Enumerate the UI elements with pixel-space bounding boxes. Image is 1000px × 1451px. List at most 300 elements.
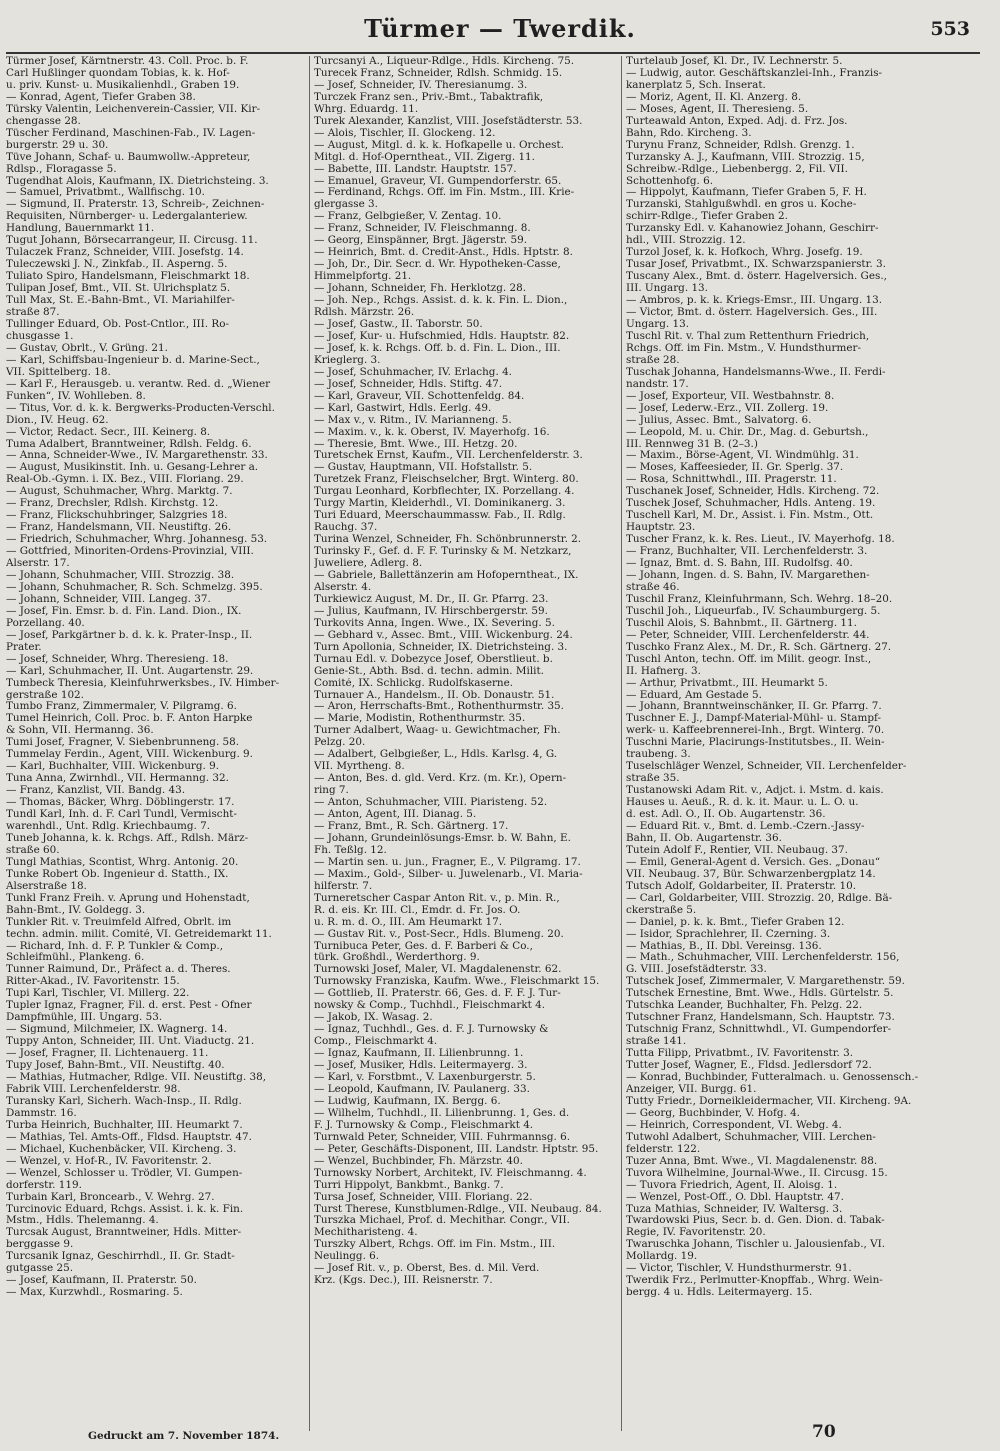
directory-line: Carl Hußlinger quondam Tobias, k. k. Hof- (6, 67, 230, 79)
directory-line: Turbain Karl, Broncearb., V. Wehrg. 27. (6, 1191, 215, 1203)
directory-line: Pelzg. 20. (314, 737, 366, 749)
directory-line: — Victor, Tischler, V. Hundsthurmerstr. 91. (626, 1263, 852, 1275)
directory-line: Tutschek Ernestine, Bmt. Wwe., Hdls. Gürtelstr. 5. (626, 988, 894, 1000)
directory-line: — Franz, Kanzlist, VII. Bandg. 43. (6, 785, 185, 797)
directory-line: — Leopold, M. u. Chir. Dr., Mag. d. Geburtsh., (626, 426, 869, 438)
directory-line: — Josef, Lederw.-Erz., VII. Zollerg. 19. (626, 402, 829, 414)
directory-line: — Josef, Kaufmann, II. Praterstr. 50. (6, 1275, 197, 1287)
directory-line: Turszky Albert, Rchgs. Off. im Fin. Mstm., III. (314, 1239, 556, 1251)
directory-line: — Anton, Bes. d. gld. Verd. Krz. (m. Kr.), Opern- (314, 773, 567, 785)
directory-line: Krieglerg. 3. (314, 354, 381, 366)
directory-line: R. d. eis. Kr. III. Cl., Emdr. d. Fr. Jos. O. (314, 904, 521, 916)
directory-line: — Math., Schuhmacher, VIII. Lerchenfelderstr. 156, (626, 952, 900, 964)
directory-line: Prater. (6, 641, 42, 653)
directory-line: Tulipan Josef, Bmt., VII. St. Ulrichsplatz 5. (6, 283, 231, 295)
directory-line: Turzansky A. J., Kaufmann, VIII. Strozzig. 15, (626, 151, 865, 163)
directory-line: Tutty Friedr., Dorneikleidermacher, VII. Kircheng. 9A. (626, 1095, 912, 1107)
directory-line: Turnau Edl. v. Dobezyce Josef, Oberstlieut. b. (314, 653, 553, 665)
directory-line: Turgau Leonhard, Korbflechter, IX. Porzellang. 4. (314, 486, 575, 498)
directory-line: — Gustav Rit. v., Post-Secr., Hdls. Blumeng. 20. (314, 928, 564, 940)
directory-line: chusgasse 1. (6, 330, 74, 342)
directory-line: Tumi Josef, Fragner, V. Siebenbrunneng. 58. (6, 737, 240, 749)
directory-line: Tuzer Anna, Bmt. Wwe., VI. Magdalenenstr. 88. (626, 1155, 878, 1167)
directory-line: bergg. 4 u. Hdls. Leitermayerg. 15. (626, 1287, 813, 1299)
directory-line: Genie-St., Abth. Bsd. d. techn. admin. Milit. (314, 665, 544, 677)
directory-line: Tutein Adolf F., Rentier, VII. Neubaug. 37. (626, 844, 848, 856)
print-date-footer: Gedruckt am 7. November 1874. (88, 1430, 280, 1442)
directory-line: Requisiten, Nürnberger- u. Ledergalanteriew. (6, 211, 248, 223)
directory-line: — Gottlieb, II. Praterstr. 66, Ges. d. F. F. J. Tur- (314, 988, 561, 1000)
directory-line: — Moses, Agent, II. Theresieng. 5. (626, 103, 809, 115)
directory-line: — Josef Rit. v., p. Oberst, Bes. d. Mil. Verd. (314, 1263, 540, 1275)
directory-line: Comité, IX. Schlickg. Rudolfskaserne. (314, 677, 514, 689)
directory-line: — Franz, Buchhalter, VII. Lerchenfelderstr. 3. (626, 546, 868, 558)
directory-line: — Josef, Gastw., II. Taborstr. 50. (314, 318, 483, 330)
directory-line: — Wilhelm, Tuchhdl., II. Lilienbrunng. 1, Ges. d. (314, 1107, 570, 1119)
directory-line: — Mathias, B., II. Dbl. Vereinsg. 136. (626, 940, 822, 952)
directory-line: Türmer Josef, Kärntnerstr. 43. Coll. Proc. b. F. (6, 56, 249, 67)
directory-line: — Richard, Inh. d. F. P. Tunkler & Comp., (6, 940, 224, 952)
directory-line: u. R. m. d. O., III. Am Heumarkt 17. (314, 916, 503, 928)
directory-line: Tüve Johann, Schaf- u. Baumwollw.-Appreteur, (6, 151, 251, 163)
directory-line: Bahn, Rdo. Kircheng. 3. (626, 127, 752, 139)
directory-line: — Johann, Schuhmacher, R. Sch. Schmelzg. 395. (6, 581, 263, 593)
directory-line: — Franz, Flickschuhbringer, Salzgries 18. (6, 510, 228, 522)
directory-line: Tuschek Josef, Schuhmacher, Hdls. Anteng. 19. (626, 498, 876, 510)
directory-line: Turcsanyi A., Liqueur-Rdlge., Hdls. Kircheng. 75. (314, 56, 575, 67)
directory-line: Fabrik VIII. Lerchenfelderstr. 98. (6, 1083, 181, 1095)
directory-line: Schleifmühl., Plankeng. 6. (6, 952, 145, 964)
directory-line: — Julius, Assec. Bmt., Salvatorg. 6. (626, 414, 812, 426)
directory-line: — Moses, Kaffeesieder, II. Gr. Sperlg. 37. (626, 462, 844, 474)
column-divider (621, 56, 622, 1431)
directory-line: Tutschka Leander, Buchhalter, Fh. Pelzg. 22. (626, 1000, 863, 1012)
directory-line: — Ignaz, Bmt. d. S. Bahn, III. Rudolfsg. 40. (626, 558, 853, 570)
directory-line: G. VIII. Josefstädterstr. 33. (626, 964, 767, 976)
directory-line: — Hippolyt, Kaufmann, Tiefer Graben 5, F. H. (626, 187, 867, 199)
directory-line: Tumel Heinrich, Coll. Proc. b. F. Anton Harpke (6, 713, 253, 725)
directory-line: — Johann, Schneider, VIII. Langeg. 37. (6, 593, 211, 605)
directory-line: — Josef, Kur- u. Hufschmied, Hdls. Hauptstr. 82. (314, 330, 570, 342)
directory-line: kanerplatz 5, Sch. Inserat. (626, 79, 766, 91)
directory-line: — August, Schuhmacher, Whrg. Marktg. 7. (6, 486, 233, 498)
directory-line: — Emanuel, Graveur, VI. Gumpendorferstr. 65. (314, 175, 562, 187)
directory-line: Bahn, II. Ob. Augartenstr. 36. (626, 832, 782, 844)
directory-line: straße 141. (626, 1036, 687, 1048)
directory-line: — Johann, Branntweinschänker, II. Gr. Pfarrg. 7. (626, 701, 882, 713)
directory-line: — Joh. Nep., Rchgs. Assist. d. k. k. Fin. L. Dion., (314, 295, 568, 307)
directory-line: Tulaczek Franz, Schneider, VIII. Josefstg. 14. (6, 247, 244, 259)
directory-line: Turkovits Anna, Ingen. Wwe., IX. Severing. 5. (314, 617, 555, 629)
directory-line: Whrg. Eduardg. 11. (314, 103, 419, 115)
directory-line: Turnwald Peter, Schneider, VIII. Fuhrmannsg. 6. (314, 1131, 571, 1143)
directory-line: Rchgs. Off. im Fin. Mstm., V. Hundsthurmer- (626, 342, 862, 354)
directory-line: — Josef, Musiker, Hdls. Leitermayerg. 3. (314, 1060, 528, 1072)
directory-line: Tutschnig Franz, Schnittwhdl., VI. Gumpendorfer- (626, 1024, 892, 1036)
signature-number: 70 (812, 1422, 836, 1442)
directory-line: Twerdik Frz., Perlmutter-Knopffab., Whrg. Wein- (626, 1275, 883, 1287)
directory-line: — Gabriele, Ballettänzerin am Hofoperntheat., IX. (314, 569, 579, 581)
directory-line: — Franz, Drechsler, Rdlsh. Kirchstg. 12. (6, 498, 219, 510)
directory-line: Fh. Teßlg. 12. (314, 844, 387, 856)
directory-line: Tuselschläger Wenzel, Schneider, VII. Lerchenfelder- (626, 761, 907, 773)
directory-line: Turczek Franz sen., Priv.-Bmt., Tabaktrafik, (314, 91, 544, 103)
directory-line: Turetschek Ernst, Kaufm., VII. Lerchenfelderstr. 3. (314, 450, 583, 462)
directory-line: traubeng. 3. (626, 749, 691, 761)
directory-line: Turi Eduard, Meerschaummassw. Fab., II. Rdlg. (314, 510, 566, 522)
directory-line: Tutsch Adolf, Goldarbeiter, II. Praterstr. 10. (626, 880, 857, 892)
directory-line: gutgasse 25. (6, 1263, 74, 1275)
directory-line: Dammstr. 16. (6, 1107, 77, 1119)
directory-line: — Sigmund, II. Praterstr. 13, Schreib-, Zeichnen- (6, 199, 265, 211)
directory-line: — Tuvora Friedrich, Agent, II. Aloisg. 1. (626, 1179, 838, 1191)
directory-line: Tutschner Franz, Handelsmann, Sch. Hauptstr. 73. (626, 1012, 895, 1024)
column-3 (626, 56, 956, 1436)
directory-line: Tullinger Eduard, Ob. Post-Cntlor., III. Ro- (6, 318, 229, 330)
directory-line: — Karl, Gastwirt, Hdls. Eerlg. 49. (314, 402, 492, 414)
directory-line: — Thomas, Bäcker, Whrg. Döblingerstr. 17. (6, 797, 235, 809)
directory-line: — Samuel, Privatbmt., Wallfischg. 10. (6, 187, 205, 199)
directory-line: Tuschko Franz Alex., M. Dr., R. Sch. Gärtnerg. 27. (626, 641, 892, 653)
directory-line: Comp., Fleischmarkt 4. (314, 1036, 438, 1048)
directory-line: — Wenzel, Post-Off., O. Dbl. Hauptstr. 47. (626, 1191, 844, 1203)
directory-line: — Daniel, p. k. k. Bmt., Tiefer Graben 12. (626, 916, 845, 928)
directory-line: Turner Adalbert, Waag- u. Gewichtmacher, Fh. (314, 725, 561, 737)
directory-line: — Eduard, Am Gestade 5. (626, 689, 762, 701)
directory-line: Tumbeck Theresia, Kleinfuhrwerksbes., IV. Himber- (6, 677, 280, 689)
directory-line: Regie, IV. Favoritenstr. 20. (626, 1227, 766, 1239)
directory-line: — Heinrich, Bmt. d. Credit-Anst., Hdls. Hptstr. 8. (314, 247, 573, 259)
directory-line: — Georg, Buchbinder, V. Hofg. 4. (626, 1107, 800, 1119)
directory-line: — Victor, Bmt. d. österr. Hagelversich. Ges., III. (626, 307, 878, 319)
directory-line: ckerstraße 5. (626, 904, 697, 916)
directory-line: — Josef, Parkgärtner b. d. k. k. Prater-Insp., II. (6, 629, 253, 641)
directory-line: straße 87. (6, 307, 60, 319)
directory-line: schirr-Rdlge., Tiefer Graben 2. (626, 211, 788, 223)
directory-line: Twardowski Pius, Secr. b. d. Gen. Dion. d. Tabak- (626, 1215, 885, 1227)
directory-line: burgerstr. 29 u. 30. (6, 139, 109, 151)
directory-line: — Karl, Buchhalter, VIII. Wickenburg. 9. (6, 761, 220, 773)
directory-line: — Friedrich, Schuhmacher, Whrg. Johannesg. 53. (6, 534, 268, 546)
directory-line: Himmelpfortg. 21. (314, 271, 412, 283)
directory-line: Alserstraße 18. (6, 880, 87, 892)
directory-line: Tupi Karl, Tischler, VI. Millerg. 22. (6, 988, 190, 1000)
directory-line: — Anton, Agent, III. Dianag. 5. (314, 809, 477, 821)
directory-line: nandstr. 17. (626, 378, 689, 390)
directory-line: — Mathias, Hutmacher, Rdlge. VII. Neustiftg. 38, (6, 1072, 267, 1084)
directory-line: — Josef, Schneider, Whrg. Theresieng. 18. (6, 653, 229, 665)
page-number: 553 (930, 18, 970, 40)
directory-line: — Arthur, Privatbmt., III. Heumarkt 5. (626, 677, 828, 689)
directory-line: VII. Neubaug. 37, Bür. Schwarzenbergplatz 14. (626, 868, 876, 880)
directory-line: Porzellang. 40. (6, 617, 85, 629)
directory-line: d. est. Adl. O., II. Ob. Augartenstr. 36. (626, 809, 826, 821)
directory-line: — Gebhard v., Assec. Bmt., VIII. Wickenburg. 24. (314, 629, 573, 641)
directory-line: Handlung, Bauernmarkt 11. (6, 223, 155, 235)
directory-line: Tundl Karl, Inh. d. F. Carl Tundl, Vermischt- (6, 809, 237, 821)
directory-line: Tutter Josef, Wagner, E., Fldsd. Jedlersdorf 72. (626, 1060, 872, 1072)
directory-line: werk- u. Kaffeebrennerei-Inh., Brgt. Winterg. 70. (626, 725, 885, 737)
directory-line: — Wenzel, Schlosser u. Trödler, VI. Gumpen- (6, 1167, 243, 1179)
directory-line: — Isidor, Sprachlehrer, II. Czerning. 3. (626, 928, 831, 940)
directory-line: — Alois, Tischler, II. Glockeng. 12. (314, 127, 496, 139)
directory-line: warenhdl., Unt. Rdlg. Kriechbaumg. 7. (6, 821, 211, 832)
directory-line: — Martin sen. u. jun., Fragner, E., V. Pilgramg. 17. (314, 856, 581, 868)
directory-line: Turzol Josef, k. k. Hofkoch, Whrg. Josefg. 19. (626, 247, 863, 259)
directory-line: Turn Apollonia, Schneider, IX. Dietrichsteing. 3. (314, 641, 568, 653)
directory-line: Tuza Mathias, Schneider, IV. Waltersg. 3. (626, 1203, 843, 1215)
directory-line: Rauchg. 37. (314, 522, 378, 534)
directory-line: Tuschil Franz, Kleinfuhrmann, Sch. Wehrg. 18–20. (626, 593, 893, 605)
directory-line: — Marie, Modistin, Rothenthurmstr. 35. (314, 713, 526, 725)
directory-line: — Titus, Vor. d. k. k. Bergwerks-Producten-Verschl. (6, 402, 275, 414)
directory-line: — Franz, Gelbgießer, V. Zentag. 10. (314, 211, 502, 223)
directory-line: — Gustav, Obrlt., V. Grüng. 21. (6, 342, 168, 354)
directory-line: Neulingg. 6. (314, 1251, 380, 1263)
directory-line: — Johann, Ingen. d. S. Bahn, IV. Margarethen- (626, 569, 870, 581)
directory-line: Tustanowski Adam Rit. v., Adjct. i. Mstm. d. kais. (626, 785, 884, 797)
directory-line: Schottenhofg. 6. (626, 175, 714, 187)
directory-line: — Johann, Schneider, Fh. Herklotzg. 28. (314, 283, 527, 295)
directory-line: Turteawald Anton, Exped. Adj. d. Frz. Jos. (626, 115, 848, 127)
directory-line: Turnowsky Franziska, Kaufm. Wwe., Fleischmarkt 15. (314, 976, 600, 988)
directory-line: — Johann, Grundeinlösungs-Emsr. b. W. Bahn, E. (314, 832, 571, 844)
directory-line: — Georg, Einspänner, Brgt. Jägerstr. 59. (314, 235, 527, 247)
directory-line: dorferstr. 119. (6, 1179, 82, 1191)
directory-line: Turnauer A., Handelsm., II. Ob. Donaustr. 51. (314, 689, 555, 701)
directory-line: Juweliere, Adlerg. 8. (314, 558, 423, 570)
directory-line: Dion., IV. Heug. 62. (6, 414, 109, 426)
directory-line: Tutwohl Adalbert, Schuhmacher, VIII. Lerchen- (626, 1131, 876, 1143)
directory-line: Mstm., Hdls. Thelemanng. 4. (6, 1215, 159, 1227)
directory-line: — Rosa, Schnittwhdl., III. Pragerstr. 11. (626, 474, 837, 486)
directory-line: Turnibuca Peter, Ges. d. F. Barberi & Co., (314, 940, 533, 952)
directory-line: Tuschak Johanna, Handelsmanns-Wwe., II. Ferdi- (626, 366, 886, 378)
directory-line: glergasse 3. (314, 199, 378, 211)
directory-line: Tuschl Rit. v. Thal zum Rettenthurn Friedrich, (626, 330, 870, 342)
directory-line: Mollardg. 19. (626, 1251, 698, 1263)
directory-line: Turinsky F., Gef. d. F. F. Turinsky & M. Netzkarz, (314, 546, 572, 558)
directory-line: Tuscher Franz, k. k. Res. Lieut., IV. Mayerhofg. 18. (626, 534, 895, 546)
directory-line: Tuschl Anton, techn. Off. im Milit. geogr. Inst., (626, 653, 872, 665)
directory-line: Dampfmühle, III. Ungarg. 53. (6, 1012, 163, 1024)
directory-line: — Karl, Graveur, VII. Schottenfeldg. 84. (314, 390, 525, 402)
directory-line: u. priv. Kunst- u. Musikalienhdl., Graben 19. (6, 79, 240, 91)
directory-line: Tupy Josef, Bahn-Bmt., VII. Neustiftg. 40. (6, 1060, 225, 1072)
directory-line: — Josef, Schneider, Hdls. Stiftg. 47. (314, 378, 503, 390)
directory-line: — Sigmund, Milchmeier, IX. Wagnerg. 14. (6, 1024, 228, 1036)
directory-line: — Michael, Kuchenbäcker, VII. Kircheng. 3. (6, 1143, 237, 1155)
directory-line: Mechitharisteng. 4. (314, 1227, 418, 1239)
directory-line: — Wenzel, Buchbinder, Fh. Märzstr. 40. (314, 1155, 523, 1167)
directory-line: Tuschner E. J., Dampf-Material-Mühl- u. Stampf- (626, 713, 881, 725)
directory-line: — Joh, Dr., Dir. Secr. d. Wr. Hypotheken-Casse, (314, 259, 561, 271)
directory-line: Tugut Johann, Börsecarrangeur, II. Circusg. 11. (6, 235, 258, 247)
directory-line: Mitgl. d. Hof-Operntheat., VII. Zigerg. 11. (314, 151, 535, 163)
directory-line: Türsky Valentin, Leichenverein-Cassier, VII. Kir- (6, 103, 261, 115)
directory-line: Turansky Karl, Sicherh. Wach-Insp., II. Rdlg. (6, 1095, 242, 1107)
directory-line: — Karl, v. Forstbmt., V. Laxenburgerstr. 5. (314, 1072, 536, 1084)
directory-line: techn. admin. milit. Comité, VI. Getreidemarkt 11. (6, 928, 272, 940)
directory-line: Tutta Filipp, Privatbmt., IV. Favoritenstr. 3. (626, 1048, 854, 1060)
directory-line: — Franz, Handelsmann, VII. Neustiftg. 26. (6, 522, 232, 534)
directory-line: — Maxim., Börse-Agent, VI. Windmühlg. 31. (626, 450, 859, 462)
directory-line: — Eduard Rit. v., Bmt. d. Lemb.-Czern.-Jassy- (626, 821, 865, 832)
directory-line: Tusar Josef, Privatbmt., IX. Schwarzspanierstr. 3. (626, 259, 886, 271)
directory-line: — Mathias, Tel. Amts-Off., Fldsd. Hauptstr. 47. (6, 1131, 252, 1143)
directory-line: Tunkl Franz Freih. v. Aprung und Hohenstadt, (6, 892, 250, 904)
directory-line: — Josef, Fragner, II. Lichtenauerg. 11. (6, 1048, 209, 1060)
directory-line: — Josef, Fin. Emsr. b. d. Fin. Land. Dion., IX. (6, 605, 242, 617)
directory-line: — Gustav, Hauptmann, VII. Hofstallstr. 5. (314, 462, 533, 474)
directory-line: Rdlsh. Märzstr. 26. (314, 307, 415, 319)
directory-line: Turek Alexander, Kanzlist, VIII. Josefstädterstr. 53. (314, 115, 583, 127)
directory-line: & Sohn, VII. Hermanng. 36. (6, 725, 154, 737)
directory-line: straße 46. (626, 581, 680, 593)
directory-line: hdl., VIII. Strozzig. 12. (626, 235, 746, 247)
directory-line: türk. Großhdl., Werderthorg. 9. (314, 952, 480, 964)
directory-line: berggasse 9. (6, 1239, 74, 1251)
directory-line: — Babette, III. Landstr. Hauptstr. 157. (314, 163, 517, 175)
directory-line: gerstraße 102. (6, 689, 84, 701)
directory-line: Rdlsp., Floragasse 5. (6, 163, 117, 175)
directory-line: Tuna Anna, Zwirnhdl., VII. Hermanng. 32. (6, 773, 229, 785)
directory-line: Turri Hippolyt, Bankbmt., Bankg. 7. (314, 1179, 504, 1191)
directory-line: nowsky & Comp., Tuchhdl., Fleischmarkt 4. (314, 1000, 546, 1012)
directory-line: Turcinovic Eduard, Rchgs. Assist. i. k. k. Fin. (6, 1203, 244, 1215)
directory-line: — Victor, Redact. Secr., III. Keinerg. 8. (6, 426, 211, 438)
directory-line: — Jakob, IX. Wasag. 2. (314, 1012, 433, 1024)
directory-line: — Theresie, Bmt. Wwe., III. Hetzg. 20. (314, 438, 518, 450)
directory-line: Tuneb Johanna, k. k. Rchgs. Aff., Rdlsh. März- (6, 832, 249, 844)
directory-line: Ritter-Akad., IV. Favoritenstr. 15. (6, 976, 180, 988)
directory-line: — Peter, Geschäfts-Disponent, III. Landstr. Hptstr. 95. (314, 1143, 599, 1155)
directory-line: — Julius, Kaufmann, IV. Hirschbergerstr. 59. (314, 605, 548, 617)
directory-line: Tuscany Alex., Bmt. d. österr. Hagelversich. Ges., (626, 271, 887, 283)
directory-line: Turnowsky Norbert, Architekt, IV. Fleischmanng. 4. (314, 1167, 587, 1179)
directory-line: Krz. (Kgs. Dec.), III. Reisnerstr. 7. (314, 1275, 493, 1287)
directory-line: felderstr. 122. (626, 1143, 701, 1155)
directory-line: Tull Max, St. E.-Bahn-Bmt., VI. Mariahilfer- (6, 295, 235, 307)
directory-line: Tuschil Alois, S. Bahnbmt., II. Gärtnerg. 11. (626, 617, 857, 629)
directory-line: — Josef, k. k. Rchgs. Off. b. d. Fin. L. Dion., III. (314, 342, 561, 354)
header-rule (6, 52, 980, 54)
directory-line: Tupler Ignaz, Fragner, Fil. d. erst. Pest - Ofner (6, 1000, 252, 1012)
page-title: Türmer — Twerdik. (364, 14, 636, 43)
directory-line: Funken“, IV. Wohlleben. 8. (6, 390, 146, 402)
directory-line: Tüscher Ferdinand, Maschinen-Fab., IV. Lagen- (6, 127, 256, 139)
directory-line: Ungarg. 13. (626, 318, 690, 330)
directory-line: Tuschanek Josef, Schneider, Hdls. Kircheng. 72. (626, 486, 880, 498)
directory-line: — Anna, Schneider-Wwe., IV. Margarethenstr. 33. (6, 450, 268, 462)
directory-line: Hauptstr. 23. (626, 522, 696, 534)
directory-line: — Peter, Schneider, VIII. Lerchenfelderstr. 44. (626, 629, 870, 641)
directory-line: II. Hafnerg. 3. (626, 665, 701, 677)
directory-line: Alserstr. 4. (314, 581, 372, 593)
directory-line: straße 60. (6, 844, 60, 856)
directory-line: Tunkler Rit. v. Treuimfeld Alfred, Obrlt. im (6, 916, 232, 928)
directory-line: III. Ungarg. 13. (626, 283, 708, 295)
directory-line: Turcsak August, Branntweiner, Hdls. Mitter- (6, 1227, 242, 1239)
directory-line: Tunner Raimund, Dr., Präfect a. d. Theres. (6, 964, 231, 976)
directory-line: Tutschek Josef, Zimmermaler, V. Margarethenstr. 59. (626, 976, 905, 988)
directory-line: — Karl, Schiffsbau-Ingenieur b. d. Marine-Sect., (6, 354, 260, 366)
directory-line: Turst Therese, Kunstblumen-Rdlge., VII. Neubaug. 84. (314, 1203, 602, 1215)
directory-line: Turecek Franz, Schneider, Rdlsh. Schmidg. 15. (314, 67, 563, 79)
directory-line: — August, Mitgl. d. k. k. Hofkapelle u. Orchest. (314, 139, 564, 151)
directory-line: — Ignaz, Tuchhdl., Ges. d. F. J. Turnowsky & (314, 1024, 549, 1036)
directory-line: — Karl F., Herausgeb. u. verantw. Red. d. „Wiener (6, 378, 271, 390)
directory-line: Turina Wenzel, Schneider, Fh. Schönbrunnerstr. 2. (314, 534, 582, 546)
directory-line: Turzansky Edl. v. Kahanowiez Johann, Geschirr- (626, 223, 879, 235)
directory-line: Turetzek Franz, Fleischselcher, Brgt. Winterg. 80. (314, 474, 579, 486)
directory-line: — Konrad, Agent, Tiefer Graben 38. (6, 91, 196, 103)
directory-line: straße 35. (626, 773, 680, 785)
directory-line: — Josef, Exporteur, VII. Westbahnstr. 8. (626, 390, 835, 402)
directory-line: Turzanski, Stahlgußwhdl. en gros u. Koche- (626, 199, 857, 211)
directory-line: Turszka Michael, Prof. d. Mechithar. Congr., VII. (314, 1215, 570, 1227)
directory-line: straße 28. (626, 354, 680, 366)
directory-line: Twaruschka Johann, Tischler u. Jalousienfab., VI. (626, 1239, 886, 1251)
directory-line: Tummelay Ferdin., Agent, VIII. Wickenburg. 9. (6, 749, 253, 761)
directory-line: — Emil, General-Agent d. Versich. Ges. „Donau“ (626, 856, 881, 868)
directory-line: — Ferdinand, Rchgs. Off. im Fin. Mstm., III. Krie- (314, 187, 575, 199)
directory-line: Tuschil Joh., Liqueurfab., IV. Schaumburgerg. 5. (626, 605, 881, 617)
directory-line: Turtelaub Josef, Kl. Dr., IV. Lechnerstr. 5. (626, 56, 843, 67)
directory-line: Tungl Mathias, Scontist, Whrg. Antonig. 20. (6, 856, 239, 868)
directory-line: Alserstr. 17. (6, 558, 70, 570)
directory-line: III. Rennweg 31 B. (2–3.) (626, 438, 758, 450)
directory-line: — Heinrich, Correspondent, VI. Webg. 4. (626, 1119, 842, 1131)
directory-line: Hauses u. Aeuß., R. d. k. it. Maur. u. L. O. u. (626, 797, 859, 809)
directory-line: Schreibw.-Rdlge., Liebenbergg. 2, Fil. VII. (626, 163, 848, 175)
directory-line: Anzeiger, VII. Burgg. 61. (626, 1083, 757, 1095)
column-1 (6, 56, 306, 1436)
directory-line: — Maxim., Gold-, Silber- u. Juwelenarb., VI. Maria- (314, 868, 583, 880)
directory-line: — Wenzel, v. Hof-R., IV. Favoritenstr. 2. (6, 1155, 212, 1167)
directory-line: — Gottfried, Minoriten-Ordens-Provinzial, VIII. (6, 546, 254, 558)
directory-line: — Josef, Schuhmacher, IV. Erlachg. 4. (314, 366, 512, 378)
directory-line: Turnowski Josef, Maler, VI. Magdalenenstr. 62. (314, 964, 562, 976)
directory-line: — Josef, Schneider, IV. Theresianumg. 3. (314, 79, 528, 91)
directory-line: Tuvora Wilhelmine, Journal-Wwe., II. Circusg. 15. (626, 1167, 888, 1179)
directory-line: — Ludwig, Kaufmann, IX. Bergg. 6. (314, 1095, 501, 1107)
directory-line: — Leopold, Kaufmann, IV. Paulanerg. 33. (314, 1083, 530, 1095)
directory-line: Tuschni Marie, Placirungs-Institutsbes., II. Wein- (626, 737, 885, 749)
directory-line: Tuleczewski J. N., Zinkfab., II. Asperng. 5. (6, 259, 228, 271)
directory-line: Real-Ob.-Gymn. i. IX. Bez., VIII. Floriang. 29. (6, 474, 244, 486)
directory-line: chengasse 28. (6, 115, 81, 127)
directory-line: Turneretscher Caspar Anton Rit. v., p. Min. R., (314, 892, 560, 904)
directory-line: — Carl, Goldarbeiter, VIII. Strozzig. 20, Rdlge. Bä- (626, 892, 893, 904)
directory-line: — Maxim. v., k. k. Oberst, IV. Mayerhofg. 16. (314, 426, 550, 438)
directory-line: — Johann, Schuhmacher, VIII. Strozzig. 38. (6, 569, 235, 581)
directory-line: VII. Myrtheng. 8. (314, 761, 405, 773)
directory-line: Tuschell Karl, M. Dr., Assist. i. Fin. Mstm., Ott. (626, 510, 874, 522)
directory-line: Turcsanik Ignaz, Geschirrhdl., II. Gr. Stadt- (6, 1251, 235, 1263)
directory-line: — Anton, Schuhmacher, VIII. Piaristeng. 52. (314, 797, 548, 809)
column-2 (314, 56, 618, 1436)
directory-line: Tunke Robert Ob. Ingenieur d. Statth., IX. (6, 868, 229, 880)
directory-line: — Franz, Schneider, IV. Fleischmanng. 8. (314, 223, 531, 235)
directory-line: — Konrad, Buchbinder, Futteralmach. u. Genossensch.- (626, 1072, 919, 1084)
directory-line: — Adalbert, Gelbgießer, L., Hdls. Karlsg. 4, G. (314, 749, 558, 761)
directory-line: — August, Musikinstit. Inh. u. Gesang-Lehrer a. (6, 462, 259, 474)
directory-line: — Max v., v. Ritm., IV. Marianneng. 5. (314, 414, 512, 426)
directory-line: VII. Spittelberg. 18. (6, 366, 111, 378)
directory-line: Tursa Josef, Schneider, VIII. Floriang. 22. (314, 1191, 533, 1203)
directory-line: — Moriz, Agent, II. Kl. Anzerg. 8. (626, 91, 802, 103)
